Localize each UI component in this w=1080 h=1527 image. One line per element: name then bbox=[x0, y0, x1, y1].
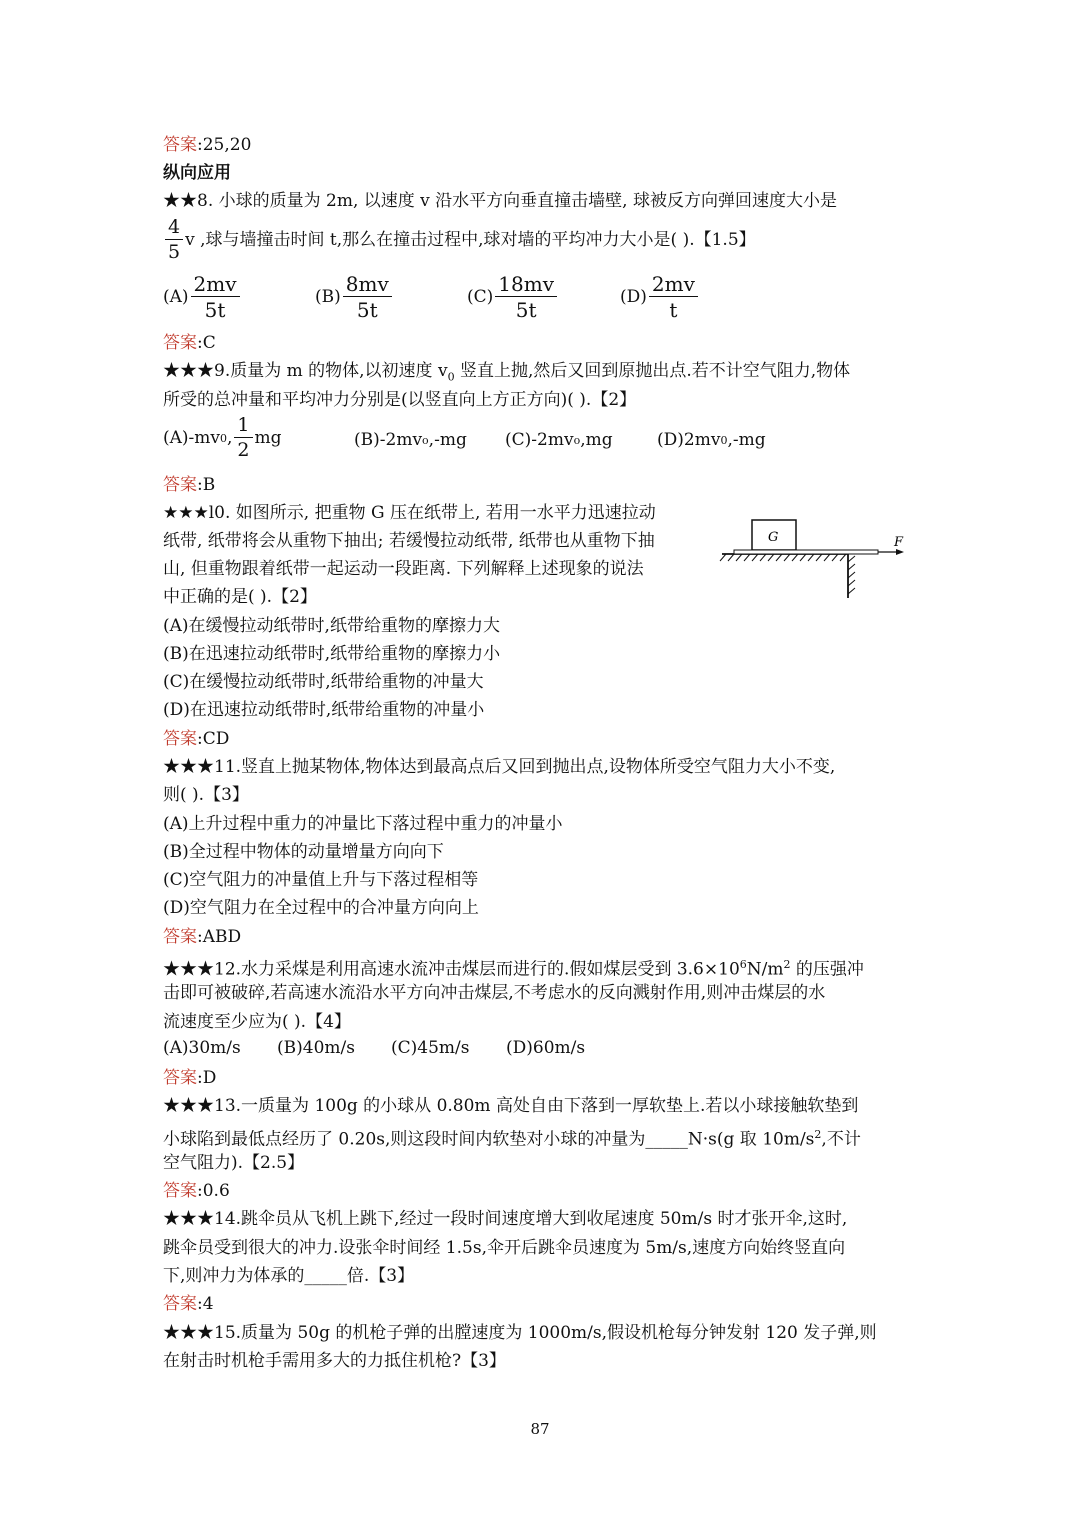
question-15-line-1: ★★★15.质量为 50g 的机枪子弹的出膛速度为 1000m/s,假设机枪每分钟发射 120 发子弹,则 bbox=[163, 1323, 877, 1343]
fraction-4-5: $\frac{4}{5}$ bbox=[165, 218, 183, 262]
question-12-option-c: (C)45m/s bbox=[391, 1038, 470, 1058]
question-11-line-2: 则( ).【3】 bbox=[163, 785, 249, 805]
question-12-option-d: (D)60m/s bbox=[506, 1038, 586, 1058]
force-label: F bbox=[894, 535, 904, 550]
question-12-line-2: 击即可被破碎,若高速水流沿水平方向冲击煤层,不考虑水的反向溅射作用,则冲击煤层的水 bbox=[163, 983, 826, 1003]
question-11-option-a: (A)上升过程中重力的冲量比下落过程中重力的冲量小 bbox=[163, 814, 563, 834]
question-13-line-3: 空气阻力).【2.5】 bbox=[163, 1153, 305, 1173]
question-10-option-c: (C)在缓慢拉动纸带时,纸带给重物的冲量大 bbox=[163, 672, 484, 692]
question-11-option-d: (D)空气阻力在全过程中的合冲量方向向上 bbox=[163, 898, 479, 918]
answer-line: 答案:CD bbox=[163, 729, 230, 749]
question-9-option-c: (C)-2mv o ,mg bbox=[505, 430, 613, 450]
question-10-option-d: (D)在迅速拉动纸带时,纸带给重物的冲量小 bbox=[163, 700, 485, 720]
question-10-line-2: 纸带, 纸带将会从重物下抽出; 若缓慢拉动纸带, 纸带也从重物下抽 bbox=[163, 531, 655, 551]
paper-strip bbox=[734, 550, 878, 554]
question-9-line-2: 所受的总冲量和平均冲力分别是(以竖直向上方正方向)( ).【2】 bbox=[163, 390, 637, 410]
question-8-option-c: (C) $\frac{18mv}{5t}$ bbox=[467, 274, 559, 320]
question-12-option-a: (A)30m/s bbox=[163, 1038, 241, 1058]
question-13-line-1: ★★★13.一质量为 100g 的小球从 0.80m 高处自由下落到一厚软垫上.若以小球接触软垫到 bbox=[163, 1096, 859, 1116]
table-hatching bbox=[720, 554, 855, 594]
question-9-option-d: (D)2mv 0 ,-mg bbox=[657, 430, 766, 450]
section-title: 纵向应用 bbox=[163, 163, 231, 183]
question-8-option-d: (D) $\frac{2mv}{t}$ bbox=[620, 274, 700, 320]
question-14-line-1: ★★★14.跳伞员从飞机上跳下,经过一段时间速度增大到收尾速度 50m/s 时才张开伞,这时, bbox=[163, 1209, 848, 1229]
question-14-line-3: 下,则冲力为体承的_____倍.【3】 bbox=[163, 1266, 415, 1286]
answer-line: 答案:D bbox=[163, 1068, 217, 1088]
question-11-line-1: ★★★11.竖直上抛某物体,物体达到最高点后又回到抛出点,设物体所受空气阻力大小不变, bbox=[163, 757, 836, 777]
question-14-line-2: 跳伞员受到很大的冲力.设张伞时间经 1.5s,伞开后跳伞员速度为 5m/s,速度方向始终竖直向 bbox=[163, 1238, 846, 1258]
answer-line: 答案:25,20 bbox=[163, 135, 252, 155]
question-10-line-3: 山, 但重物跟着纸带一起运动一段距离. 下列解释上述现象的说法 bbox=[163, 559, 644, 579]
question-13-line-2: 小球陷到最低点经历了 0.20s,则这段时间内软垫对小球的冲量为_____N·s(g 取 $10m/s^2$,不计 bbox=[163, 1128, 861, 1150]
question-10-line-1: ★★★l0. 如图所示, 把重物 G 压在纸带上, 若用一水平力迅速拉动 bbox=[163, 503, 656, 523]
answer-line: 答案:C bbox=[163, 333, 216, 353]
weight-on-paper-strip-figure bbox=[718, 512, 918, 602]
question-8-option-b: (B) $\frac{8mv}{5t}$ bbox=[315, 274, 394, 320]
question-8-option-a: (A) $\frac{2mv}{5t}$ bbox=[163, 274, 242, 320]
question-12-line-3: 流速度至少应为( ).【4】 bbox=[163, 1012, 351, 1032]
question-10-option-b: (B)在迅速拉动纸带时,纸带给重物的摩擦力小 bbox=[163, 644, 501, 664]
answer-line: 答案:0.6 bbox=[163, 1181, 230, 1201]
answer-line: 答案:4 bbox=[163, 1294, 214, 1314]
question-15-line-2: 在射击时机枪手需用多大的力抵住机枪?【3】 bbox=[163, 1351, 506, 1371]
question-8-line-1: ★★8. 小球的质量为 2m, 以速度 v 沿水平方向垂直撞击墙壁, 球被反方向弹回速度大小是 bbox=[163, 191, 837, 211]
answer-line: 答案:B bbox=[163, 475, 216, 495]
question-9-line-1: ★★★9.质量为 m 的物体,以初速度 $v_0$ 竖直上抛,然后又回到原抛出点.若不计空气阻力,物体 bbox=[163, 361, 851, 384]
question-11-option-c: (C)空气阻力的冲量值上升与下落过程相等 bbox=[163, 870, 479, 890]
question-9-option-a: (A)-mv 0 , $\frac{1}{2}$ mg bbox=[163, 414, 282, 461]
page-number: 87 bbox=[530, 1420, 550, 1438]
question-12-line-1: ★★★12.水力采煤是利用高速水流冲击煤层而进行的.假如煤层受到 $3.6\times 10^6N/m^2$ 的压强冲 bbox=[163, 958, 864, 980]
answer-line: 答案:ABD bbox=[163, 927, 242, 947]
question-11-option-b: (B)全过程中物体的动量增量方向向下 bbox=[163, 842, 444, 862]
weight-label: G bbox=[768, 530, 779, 545]
question-8-line-2: $\frac{4}{5}$ v ,球与墙撞击时间 t,那么在撞击过程中,球对墙的平均冲力大小是( ).【1.5】 bbox=[163, 218, 756, 262]
question-10-option-a: (A)在缓慢拉动纸带时,纸带给重物的摩擦力大 bbox=[163, 616, 500, 636]
question-10-line-4: 中正确的是( ).【2】 bbox=[163, 587, 317, 607]
question-9-option-b: (B)-2mv o ,-mg bbox=[354, 430, 467, 450]
question-12-option-b: (B)40m/s bbox=[277, 1038, 355, 1058]
